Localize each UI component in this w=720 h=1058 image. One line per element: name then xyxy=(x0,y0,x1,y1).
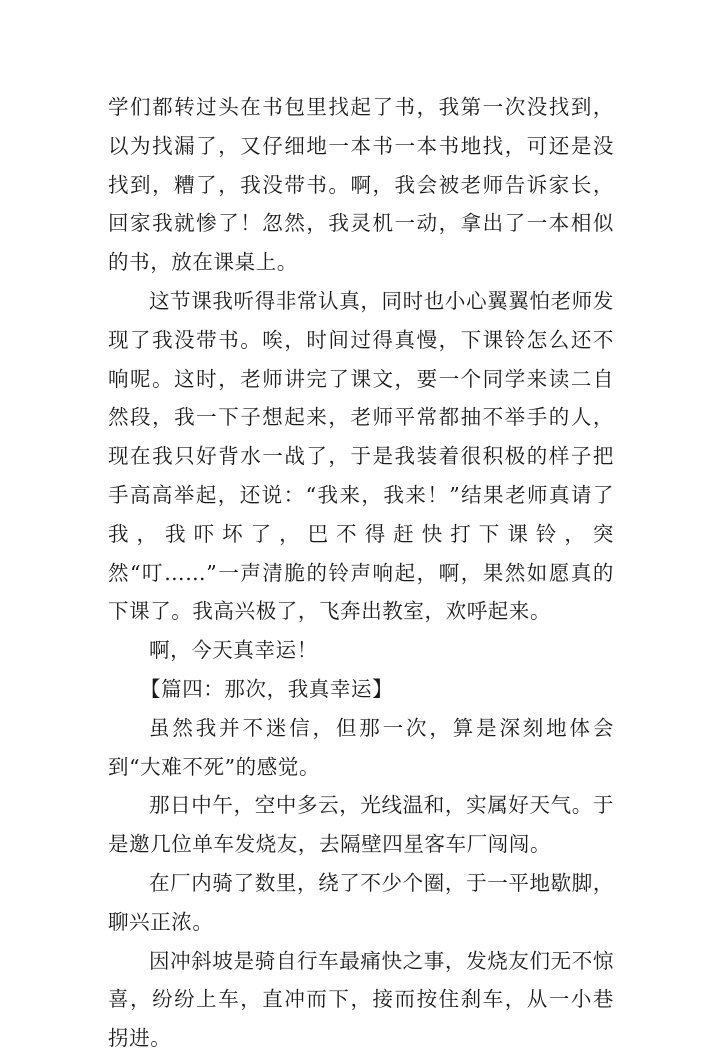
paragraph-slope-ride: 因冲斜坡是骑自行车最痛快之事，发烧友们无不惊喜，纷纷上车，直冲而下，接而按住刹车，从一小巷拐进。 xyxy=(108,948,614,1051)
paragraph-lucky-exclaim: 啊，今天真幸运！ xyxy=(149,638,318,663)
paragraph-continuation: 学们都转过头在书包里找起了书，我第一次没找到，以为找漏了，又仔细地一本书一本书地找，可还是没找到，糟了，我没带书。啊，我会被老师告诉家长，回家我就惨了！忽然，我灵机一动，拿出了一本相似的书，放在课桌上。 xyxy=(108,95,614,275)
paragraph-riding-rest: 在厂内骑了数里，绕了不少个圈，于一平地歇脚，聊兴正浓。 xyxy=(108,870,614,934)
section-heading: 【篇四：那次，我真幸运】 xyxy=(140,676,394,701)
paragraph-superstition: 虽然我并不迷信，但那一次，算是深刻地体会到“大难不死”的感觉。 xyxy=(108,715,614,779)
paragraph-class-story: 这节课我听得非常认真，同时也小心翼翼怕老师发现了我没带书。唉，时间过得真慢，下课铃怎么还不响呢。这时，老师讲完了课文，要一个同学来读二自然段，我一下子想起来，老师平常都抽不举手的人，现在我只好背水一战了，于是我装着很积极的样子把手高高举起，还说：“我来，我来！”结果老师真请了我，我吓坏了，巴不得赶快打下课铃，突然“叮……”一声清脆的铃声响起，啊，果然如愿真的下课了。我高兴极了，飞奔出教室，欢呼起来。 xyxy=(108,288,614,624)
document-page xyxy=(108,88,614,1058)
paragraph-noon-weather: 那日中午，空中多云，光线温和，实属好天气。于是邀几位单车发烧友，去隔壁四星客车厂闯闯。 xyxy=(108,793,614,857)
